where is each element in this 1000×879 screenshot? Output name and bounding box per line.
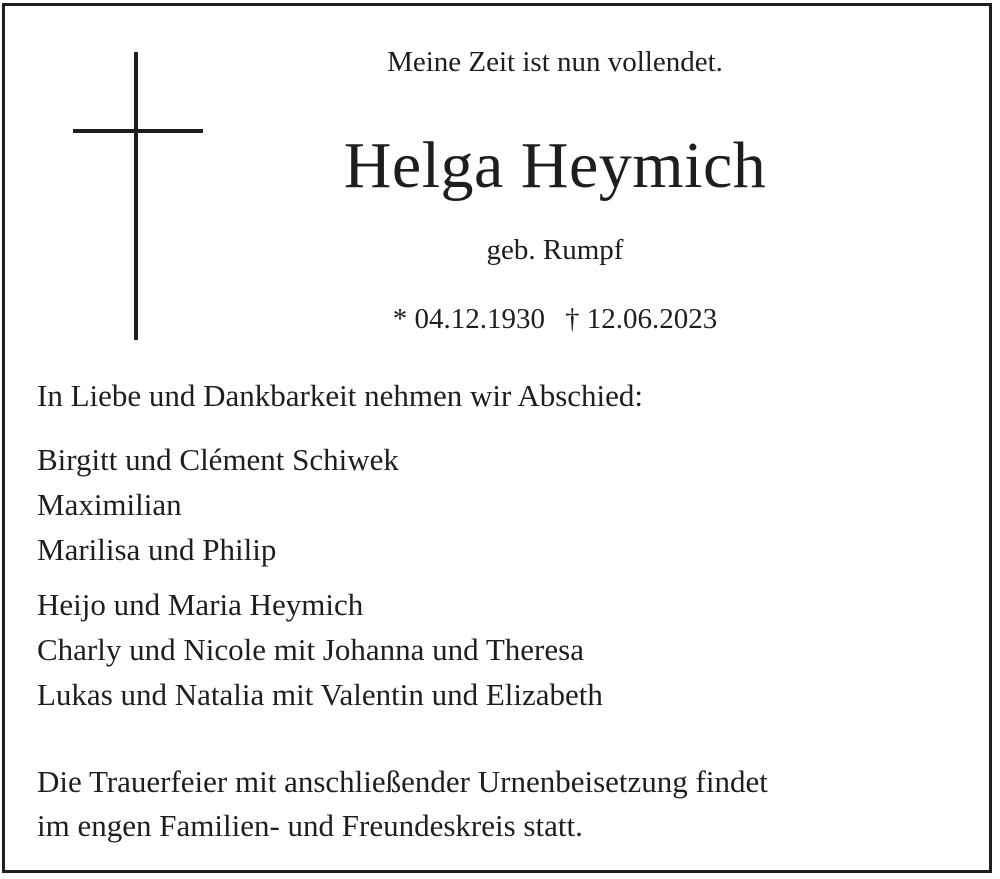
deceased-name: Helga Heymich xyxy=(343,129,767,202)
family-group-2 xyxy=(37,582,977,717)
cross-horizontal-bar xyxy=(73,129,203,133)
funeral-note-line: Die Trauerfeier mit anschließender Urnenbeisetzung findet xyxy=(37,764,768,799)
cross-vertical-bar xyxy=(134,52,138,340)
family-member-line: Marilisa und Philip xyxy=(37,532,277,567)
family-member-line: Lukas und Natalia mit Valentin und Elizabeth xyxy=(37,677,603,712)
maiden-name: geb. Rumpf xyxy=(486,234,624,266)
life-dates xyxy=(280,303,830,336)
death-date: 12.06.2023 xyxy=(586,303,718,335)
birth-symbol: * xyxy=(392,303,408,335)
farewell-intro: In Liebe und Dankbarkeit nehmen wir Abschied: xyxy=(37,378,644,413)
funeral-note xyxy=(37,760,977,848)
death-symbol: † xyxy=(565,303,580,335)
motto: Meine Zeit ist nun vollendet. xyxy=(387,46,723,78)
funeral-note-line: im engen Familien- und Freundeskreis statt. xyxy=(37,808,583,843)
family-member-line: Birgitt und Clément Schiwek xyxy=(37,442,399,477)
family-member-line: Charly und Nicole mit Johanna und Theresa xyxy=(37,632,584,667)
family-group-1 xyxy=(37,437,977,572)
birth-date: 04.12.1930 xyxy=(414,303,545,335)
family-member-line: Maximilian xyxy=(37,487,182,522)
family-member-line: Heijo und Maria Heymich xyxy=(37,587,364,622)
